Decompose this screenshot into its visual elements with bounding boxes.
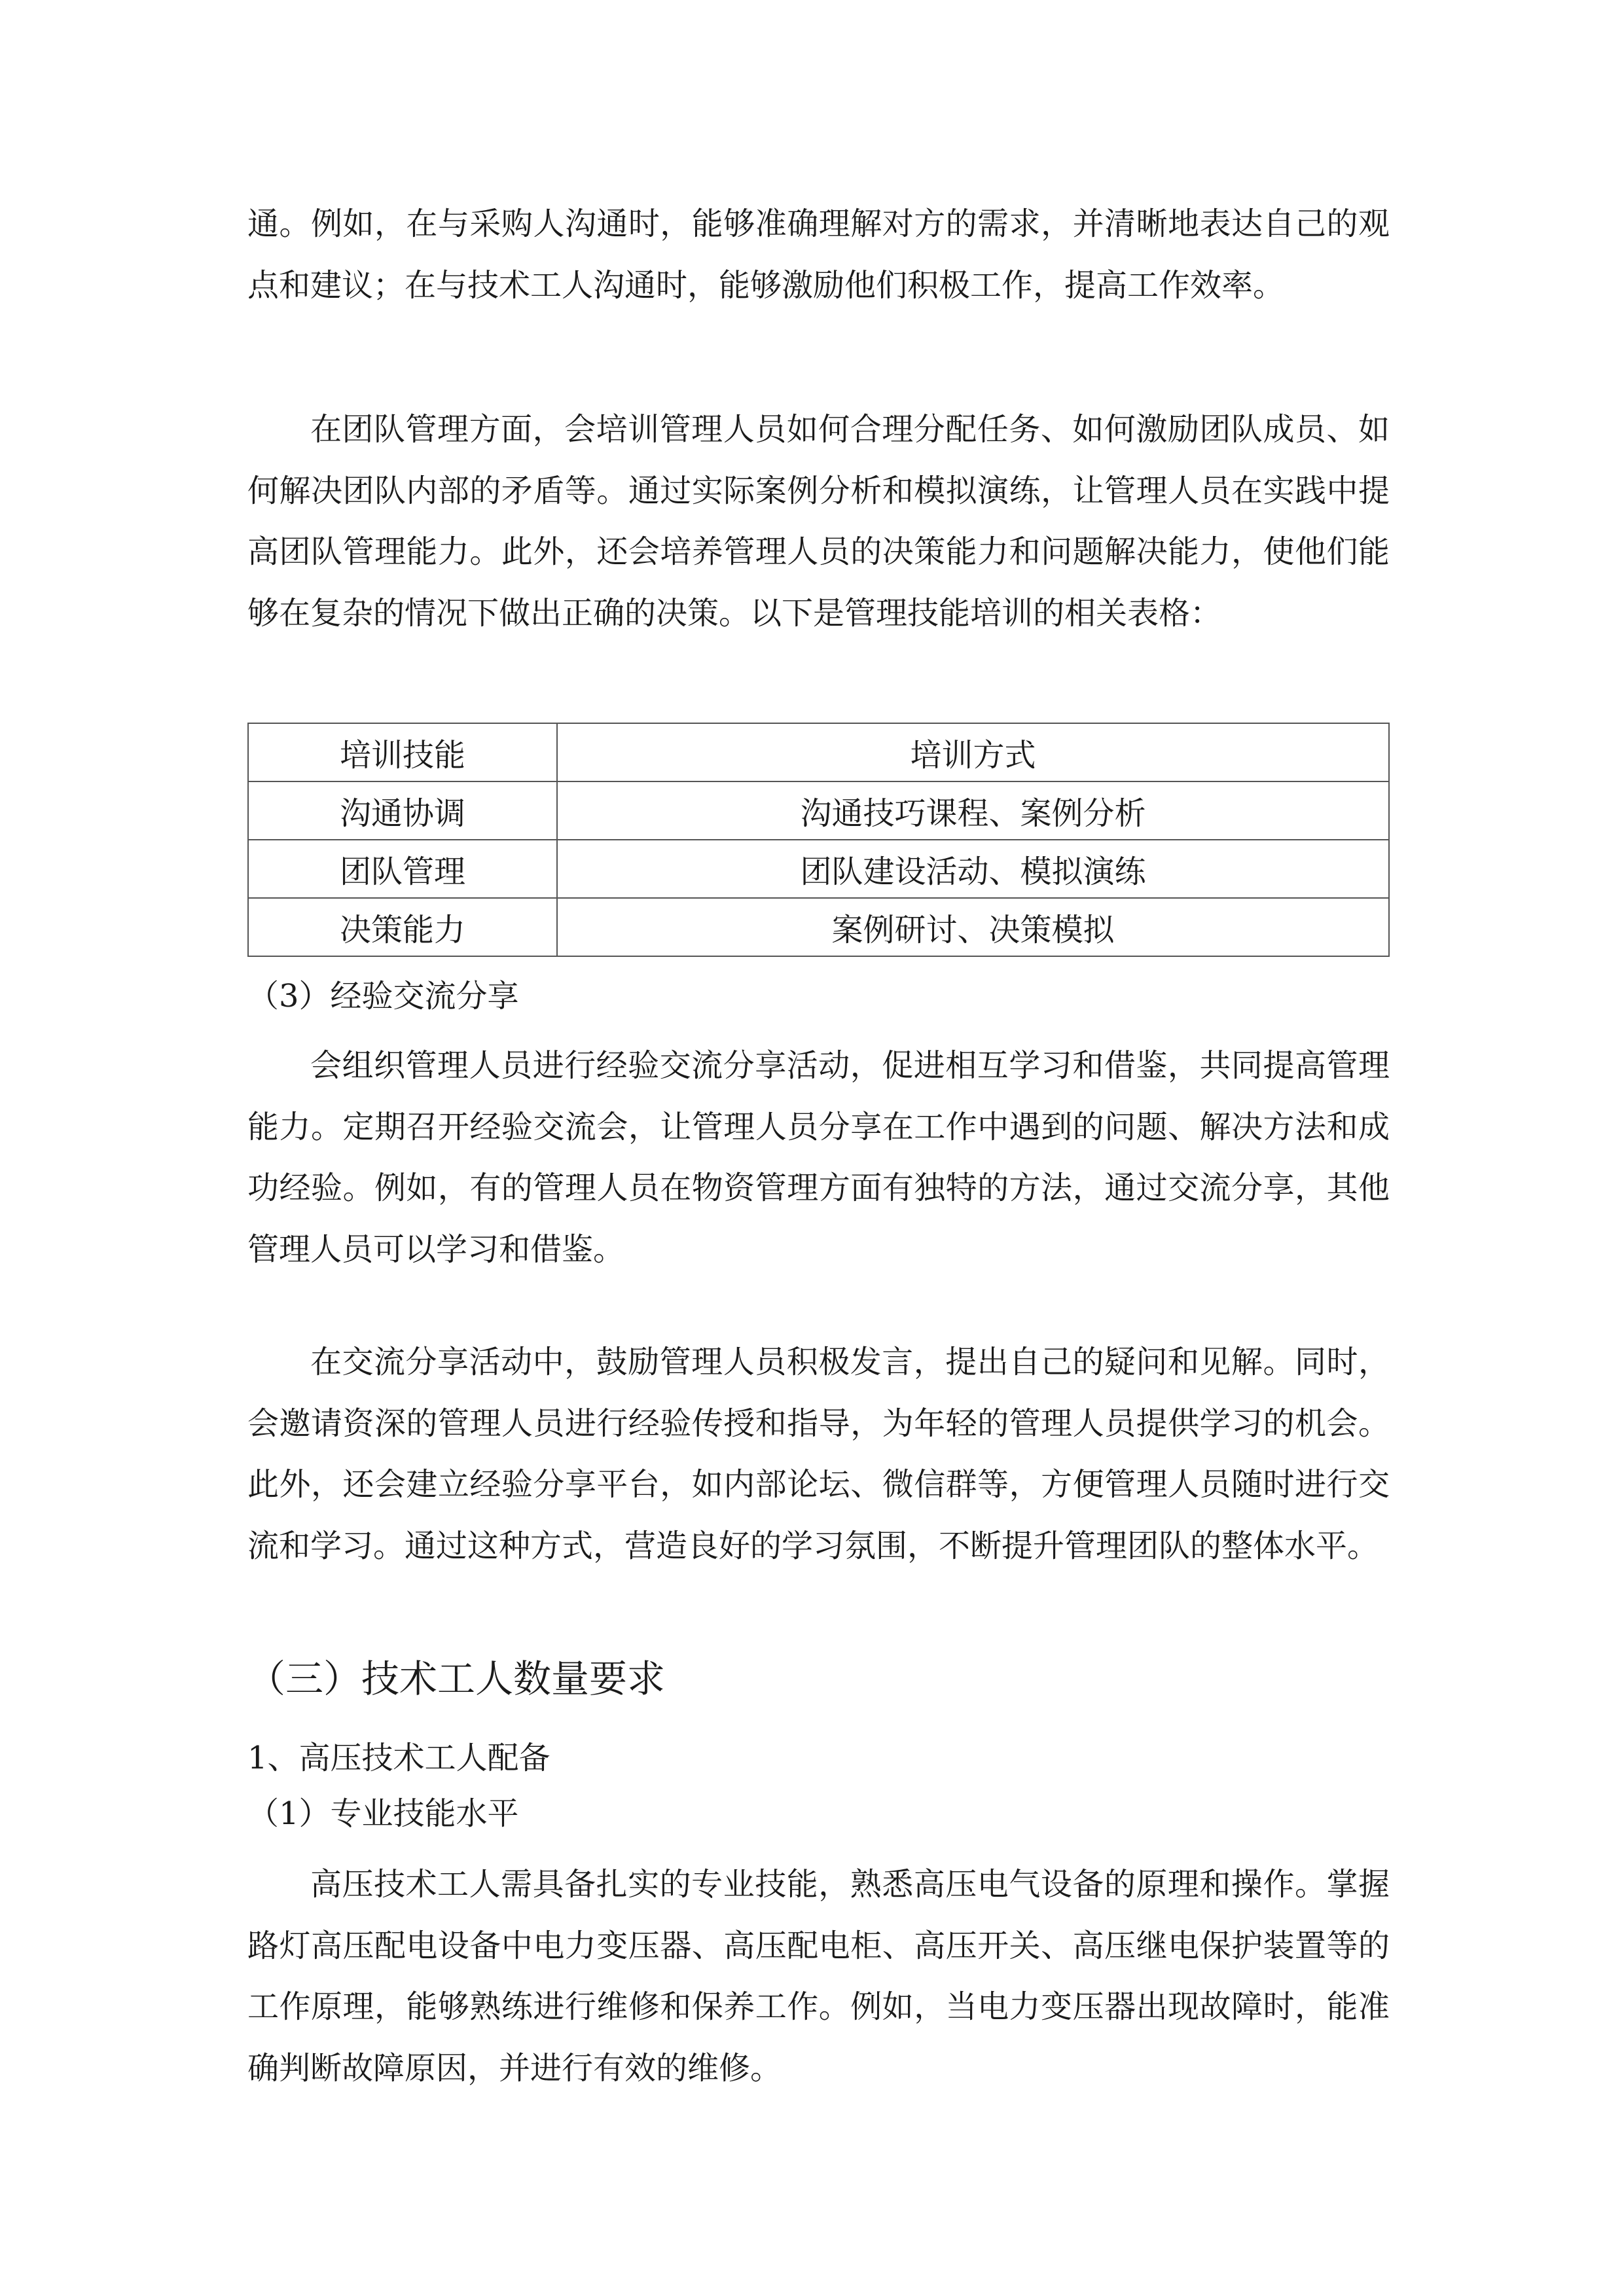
table-header-cell: 培训方式: [557, 723, 1389, 781]
table-row: [248, 898, 1389, 956]
paragraph-team-management: 在团队管理方面，会培训管理人员如何合理分配任务、如何激励团队成员、如何解决团队内部的矛盾等。通过实际案例分析和模拟演练，让管理人员在实践中提高团队管理能力。此外，还会培养管理人员的决策能力和问题解决能力，使他们能够在复杂的情况下做出正确的决策。以下是管理技能培训的相关表格：: [247, 411, 1390, 632]
paragraph-communication-cont: 通。例如，在与采购人沟通时，能够准确理解对方的需求，并清晰地表达自己的观点和建议；在与技术工人沟通时，能够激励他们积极工作，提高工作效率。: [247, 206, 1390, 304]
subheading-skill-level: （1）专业技能水平: [247, 1795, 519, 1832]
table-row: [248, 781, 1389, 840]
management-skills-table: [247, 723, 1390, 957]
table-cell: 团队建设活动、模拟演练: [557, 840, 1389, 898]
paragraph-experience-exchange: 会组织管理人员进行经验交流分享活动，促进相互学习和借鉴，共同提高管理能力。定期召开经验交流会，让管理人员分享在工作中遇到的问题、解决方法和成功经验。例如，有的管理人员在物资管理方面有独特的方法，通过交流分享，其他管理人员可以学习和借鉴。: [247, 1047, 1390, 1268]
table-cell: 案例研讨、决策模拟: [557, 898, 1389, 956]
section-heading-worker-count: （三）技术工人数量要求: [247, 1657, 666, 1701]
table-cell: 决策能力: [248, 898, 557, 956]
paragraph-hv-skills: 高压技术工人需具备扎实的专业技能，熟悉高压电气设备的原理和操作。掌握路灯高压配电设备中电力变压器、高压配电柜、高压开关、高压继电保护装置等的工作原理，能够熟练进行维修和保养工作。例如，当电力变压器出现故障时，能准确判断故障原因，并进行有效的维修。: [247, 1866, 1390, 2087]
table-cell: 沟通技巧课程、案例分析: [557, 781, 1389, 840]
heading-hv-workers: 1、高压技术工人配备: [247, 1740, 550, 1776]
table-row: [248, 840, 1389, 898]
table-header-row: [248, 723, 1389, 781]
paragraph-exchange-activities: 在交流分享活动中，鼓励管理人员积极发言，提出自己的疑问和见解。同时，会邀请资深的管理人员进行经验传授和指导，为年轻的管理人员提供学习的机会。此外，还会建立经验分享平台，如内部论坛、微信群等，方便管理人员随时进行交流和学习。通过这种方式，营造良好的学习氛围，不断提升管理团队的整体水平。: [247, 1344, 1390, 1564]
subheading-experience-exchange: （3）经验交流分享: [247, 978, 519, 1014]
table-header-cell: 培训技能: [248, 723, 557, 781]
table-cell: 团队管理: [248, 840, 557, 898]
table-cell: 沟通协调: [248, 781, 557, 840]
